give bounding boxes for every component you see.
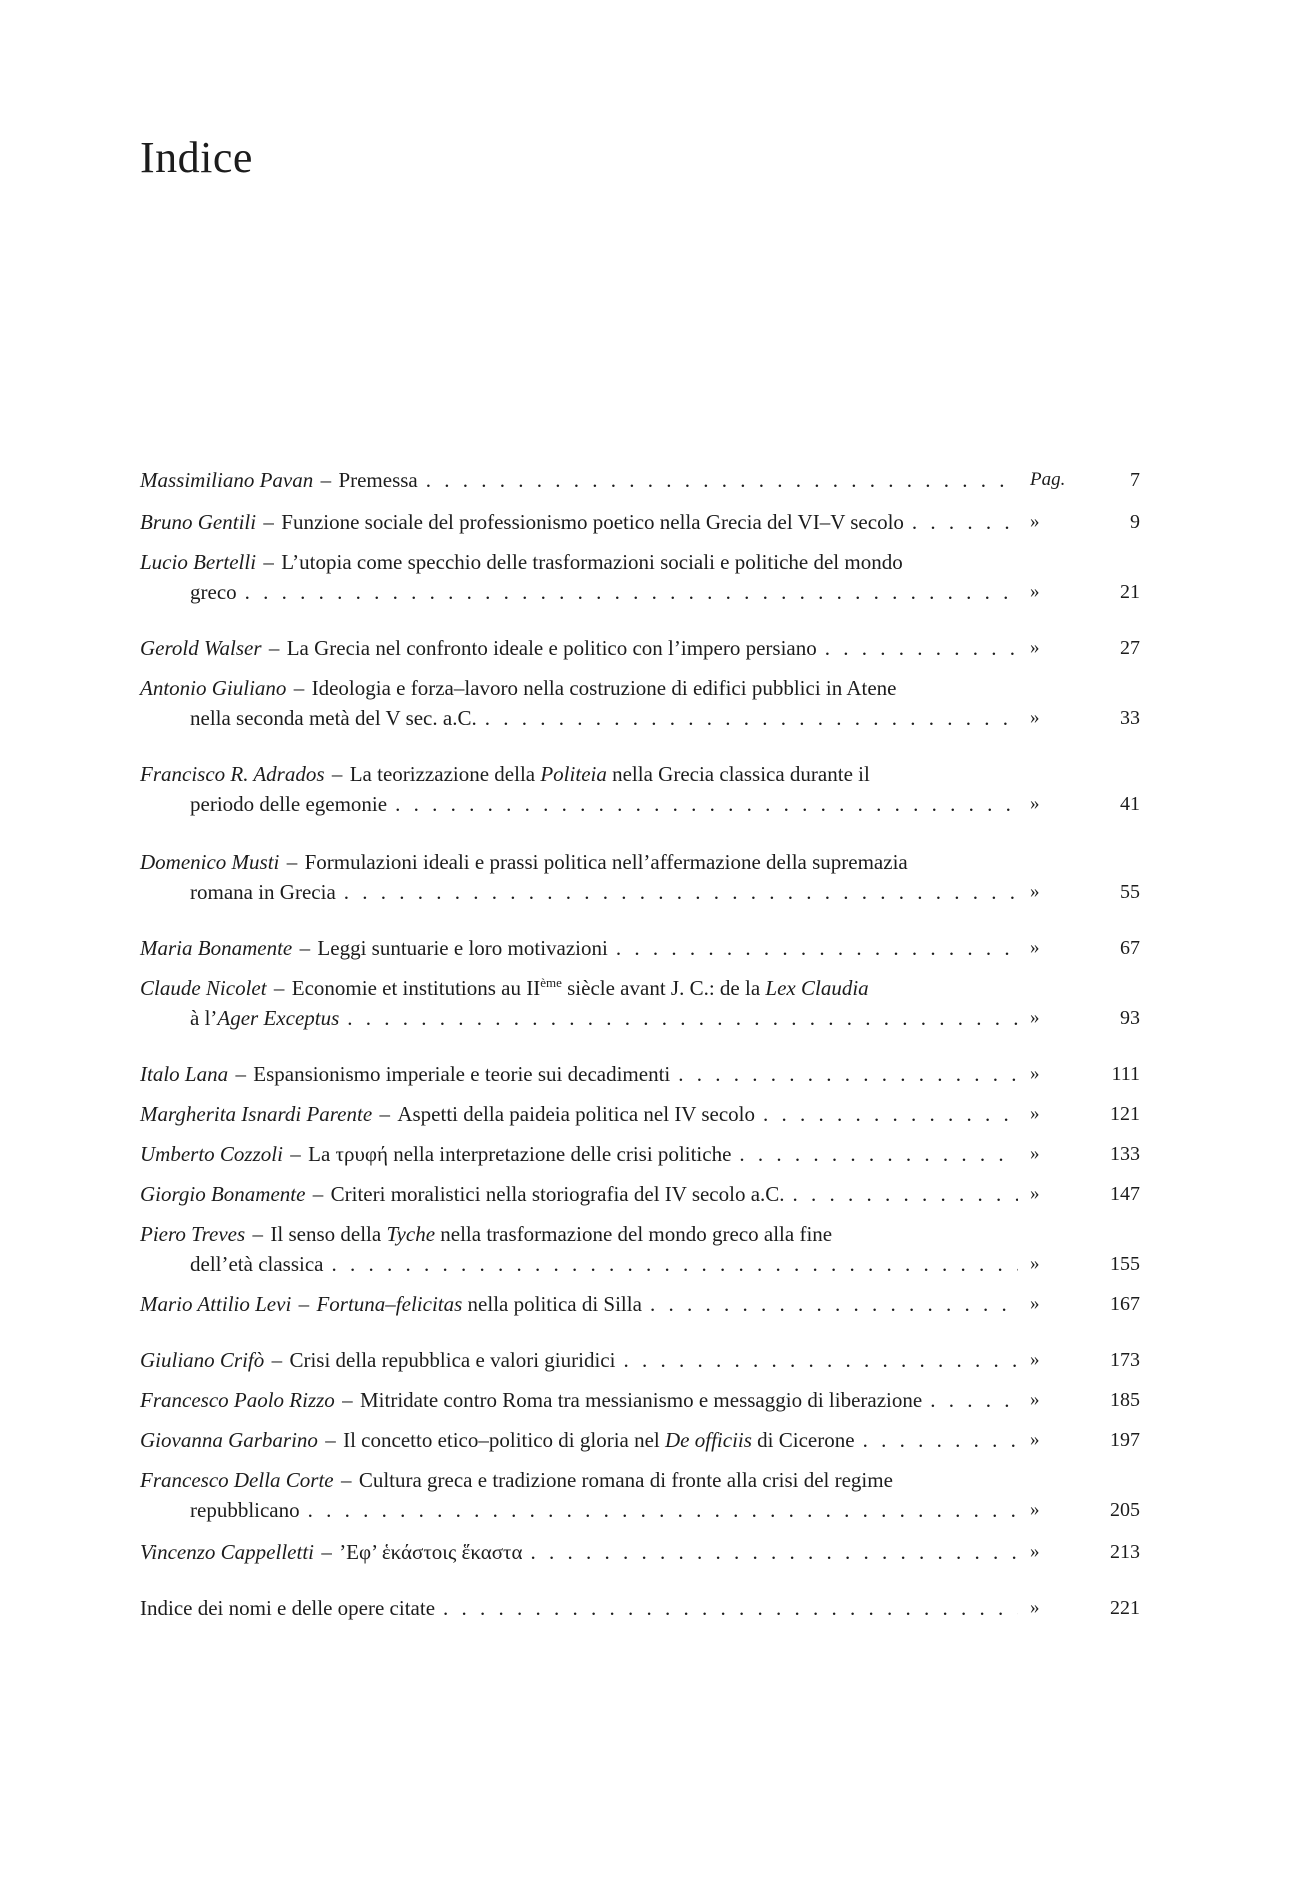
toc-author: Domenico Musti <box>140 850 280 874</box>
dot-leader <box>930 1385 1018 1415</box>
page-number: 93 <box>1120 1007 1140 1029</box>
page-number: 41 <box>1120 793 1140 815</box>
toc-entry[interactable] <box>140 1593 1140 1623</box>
toc-title: Crisi della repubblica e valori giuridici <box>289 1348 616 1372</box>
page-number: 185 <box>1110 1389 1140 1411</box>
toc-title: Cultura greca e tradizione romana di fronte alla crisi del regime <box>358 1468 893 1492</box>
dot-leader <box>863 1425 1018 1455</box>
page-number: 133 <box>1110 1143 1140 1165</box>
toc-author: Bruno Gentili <box>140 510 257 534</box>
page-marker: » <box>1030 793 1040 814</box>
toc-entry[interactable] <box>140 1425 1140 1455</box>
toc-entry[interactable] <box>140 759 1140 819</box>
page-number: 9 <box>1130 511 1140 533</box>
page-number: 21 <box>1120 581 1140 603</box>
toc-entry[interactable] <box>140 1465 1140 1525</box>
toc-author: Mario Attilio Levi <box>140 1292 292 1316</box>
dot-leader <box>332 1249 1018 1279</box>
toc-author: Gerold Walser <box>140 636 262 660</box>
toc-title: Formulazioni ideali e prassi politica nell’affermazione della supremazia <box>304 850 908 874</box>
page-marker: » <box>1030 1183 1040 1204</box>
toc-title: Fortuna–felicitas nella politica di Silla <box>316 1292 642 1316</box>
page-marker: » <box>1030 1103 1040 1124</box>
dot-leader <box>443 1593 1018 1623</box>
page-marker: » <box>1030 1429 1040 1450</box>
toc-entry-line <box>140 1537 1140 1567</box>
toc-dash: – <box>342 1388 353 1412</box>
toc-entry-line <box>140 1593 1140 1623</box>
toc-entry[interactable] <box>140 633 1140 663</box>
toc-author: Vincenzo Cappelletti <box>140 1540 314 1564</box>
dot-leader <box>245 577 1018 607</box>
page-number: 197 <box>1110 1429 1140 1451</box>
page-marker: » <box>1030 1293 1040 1314</box>
toc-dash: – <box>321 1540 332 1564</box>
dot-leader <box>616 933 1018 963</box>
toc-entry-line <box>140 1385 1140 1415</box>
dot-leader <box>763 1099 1018 1129</box>
toc-dash: – <box>290 1142 301 1166</box>
toc-author: Lucio Bertelli <box>140 550 257 574</box>
toc-author: Italo Lana <box>140 1062 229 1086</box>
toc-title: ’Εφ’ ἑκάστοις ἕκαστα <box>339 1540 523 1564</box>
toc-title-continuation: periodo delle egemonie <box>190 792 388 816</box>
toc-author: Francisco R. Adrados <box>140 762 325 786</box>
toc-author: Giovanna Garbarino <box>140 1428 318 1452</box>
toc-dash: – <box>271 1348 283 1372</box>
toc-entry[interactable] <box>140 973 1140 1033</box>
toc-title: Espansionismo imperiale e teorie sui decadimenti <box>253 1062 671 1086</box>
toc-author: Antonio Giuliano <box>140 676 287 700</box>
toc-entry-line <box>140 547 1140 577</box>
page-number: 155 <box>1110 1253 1140 1275</box>
toc-entry-line <box>140 1425 1140 1455</box>
toc-entry-line <box>140 507 1140 537</box>
toc-entry-line <box>140 1099 1140 1129</box>
toc-title: La Grecia nel confronto ideale e politico con l’impero persiano <box>286 636 817 660</box>
toc-title: Premessa <box>338 468 418 492</box>
dot-leader <box>678 1059 1018 1089</box>
page-marker: » <box>1030 1389 1040 1410</box>
toc-author: Francesco Della Corte <box>140 1468 334 1492</box>
toc-dash: – <box>268 636 280 660</box>
page-marker: » <box>1030 1253 1040 1274</box>
dot-leader <box>912 507 1018 537</box>
toc-author: Francesco Paolo Rizzo <box>140 1388 335 1412</box>
dot-leader <box>623 1345 1018 1375</box>
dot-leader <box>793 1179 1018 1209</box>
page-marker: » <box>1030 1349 1040 1370</box>
toc-title: Indice dei nomi e delle opere citate <box>140 1596 436 1620</box>
page-number: 67 <box>1120 937 1140 959</box>
toc-entry[interactable] <box>140 1179 1140 1209</box>
page-number: 147 <box>1110 1183 1140 1205</box>
toc-entry-continuation <box>140 1249 1140 1279</box>
toc-title: Il senso della Tyche nella trasformazione del mondo greco alla fine <box>270 1222 833 1246</box>
dot-leader <box>825 633 1018 663</box>
toc-author: Umberto Cozzoli <box>140 1142 283 1166</box>
toc-entry-line <box>140 847 1140 877</box>
toc-title-continuation: à l’Ager Exceptus <box>190 1006 340 1030</box>
toc-entry-line <box>140 759 1140 789</box>
toc-title: Economie et institutions au IIème siècle avant J. C.: de la Lex Claudia <box>291 975 869 1000</box>
toc-entry-line <box>140 1179 1140 1209</box>
page-number: 27 <box>1120 637 1140 659</box>
toc-entry[interactable] <box>140 933 1140 963</box>
page-number: 121 <box>1110 1103 1140 1125</box>
toc-author: Margherita Isnardi Parente <box>140 1102 373 1126</box>
toc-entry[interactable] <box>140 1537 1140 1567</box>
page-marker: » <box>1030 1499 1040 1520</box>
toc-entry[interactable] <box>140 507 1140 537</box>
toc-author: Piero Treves <box>140 1222 246 1246</box>
toc-dash: – <box>325 1428 336 1452</box>
toc-dash: – <box>299 936 311 960</box>
page-number: 55 <box>1120 881 1140 903</box>
page-marker: » <box>1030 707 1040 728</box>
toc-entry-continuation <box>140 1495 1140 1525</box>
toc-title-continuation: greco <box>190 580 237 604</box>
toc-title: Funzione sociale del professionismo poetico nella Grecia del VI–V secolo <box>281 510 904 534</box>
page-marker: Pag. <box>1030 469 1066 490</box>
toc-entry-continuation <box>140 577 1140 607</box>
toc-entry-continuation <box>140 789 1140 819</box>
toc-dash: – <box>340 1468 352 1492</box>
toc-entry[interactable] <box>140 673 1140 733</box>
page-number: 33 <box>1120 707 1140 729</box>
toc-title: Mitridate contro Roma tra messianismo e messaggio di liberazione <box>360 1388 923 1412</box>
toc-entry-line <box>140 1289 1140 1319</box>
page-title: Indice <box>140 133 253 182</box>
toc-title: Il concetto etico–politico di gloria nel De officiis di Cicerone <box>343 1428 855 1452</box>
page-marker: » <box>1030 637 1040 658</box>
toc-entry-line <box>140 1139 1140 1169</box>
toc-dash: – <box>298 1292 310 1316</box>
toc-title: La τρυφή nella interpretazione delle crisi politiche <box>308 1142 732 1166</box>
toc-entry-line <box>140 1345 1140 1375</box>
page-marker: » <box>1030 1597 1040 1618</box>
page-marker: » <box>1030 1063 1040 1084</box>
toc-dash: – <box>252 1222 264 1246</box>
toc-entry[interactable] <box>140 1345 1140 1375</box>
page-number: 213 <box>1110 1541 1140 1563</box>
toc-author: Massimiliano Pavan <box>140 468 314 492</box>
toc-entry[interactable] <box>140 1289 1140 1319</box>
toc-entry-line <box>140 1465 1140 1495</box>
toc-entry[interactable] <box>140 547 1140 607</box>
toc-entry[interactable] <box>140 847 1140 907</box>
dot-leader <box>308 1495 1018 1525</box>
dot-leader <box>739 1139 1018 1169</box>
toc-entry-line <box>140 465 1140 495</box>
page-marker: » <box>1030 1007 1040 1028</box>
dot-leader <box>426 465 1018 495</box>
toc-author: Maria Bonamente <box>140 936 293 960</box>
toc-dash: – <box>331 762 343 786</box>
toc-title-continuation: nella seconda metà del V sec. a.C. <box>190 706 477 730</box>
toc-dash: – <box>320 468 332 492</box>
toc-entry-line <box>140 973 1140 1003</box>
page-marker: » <box>1030 881 1040 902</box>
page-marker: » <box>1030 511 1040 532</box>
toc-dash: – <box>235 1062 246 1086</box>
toc-entry-line <box>140 633 1140 663</box>
toc-title-continuation: dell’età classica <box>190 1252 324 1276</box>
toc-title-continuation: romana in Grecia <box>190 880 336 904</box>
toc-entry[interactable] <box>140 1219 1140 1279</box>
toc-entry-line <box>140 933 1140 963</box>
dot-leader <box>650 1289 1018 1319</box>
page-number: 7 <box>1130 469 1140 491</box>
dot-leader <box>531 1537 1019 1567</box>
toc-title: Aspetti della paideia politica nel IV secolo <box>397 1102 755 1126</box>
toc-entry[interactable] <box>140 1139 1140 1169</box>
toc-title-continuation: repubblicano <box>190 1498 300 1522</box>
page-marker: » <box>1030 581 1040 602</box>
toc-title: Leggi suntuarie e loro motivazioni <box>317 936 608 960</box>
page-number: 221 <box>1110 1597 1140 1619</box>
toc-dash: – <box>263 510 274 534</box>
toc-entry-continuation <box>140 1003 1140 1033</box>
toc-author: Claude Nicolet <box>140 976 267 1000</box>
toc-dash: – <box>293 676 305 700</box>
toc-entry[interactable] <box>140 1099 1140 1129</box>
toc-title: L’utopia come specchio delle trasformazioni sociali e politiche del mondo <box>281 550 903 574</box>
toc-entry-continuation <box>140 703 1140 733</box>
toc-dash: – <box>286 850 298 874</box>
page-marker: » <box>1030 1541 1040 1562</box>
toc-author: Giuliano Crifò <box>140 1348 265 1372</box>
toc-title: Ideologia e forza–lavoro nella costruzione di edifici pubblici in Atene <box>311 676 897 700</box>
toc-title: La teorizzazione della Politeia nella Grecia classica durante il <box>349 762 870 786</box>
page-number: 167 <box>1110 1293 1140 1315</box>
toc-dash: – <box>379 1102 390 1126</box>
toc-title: Criteri moralistici nella storiografia del IV secolo a.C. <box>330 1182 785 1206</box>
page-number: 173 <box>1110 1349 1140 1371</box>
toc-author: Giorgio Bonamente <box>140 1182 306 1206</box>
page-number: 111 <box>1111 1063 1140 1085</box>
page-marker: » <box>1030 1143 1040 1164</box>
toc-dash: – <box>263 550 274 574</box>
page-marker: » <box>1030 937 1040 958</box>
dot-leader <box>344 877 1018 907</box>
dot-leader <box>485 703 1018 733</box>
toc-dash: – <box>312 1182 324 1206</box>
dot-leader <box>395 789 1018 819</box>
toc-entry[interactable] <box>140 465 1140 495</box>
toc-entry-continuation <box>140 877 1140 907</box>
toc-entry-line <box>140 1219 1140 1249</box>
toc-entry[interactable] <box>140 1385 1140 1415</box>
page-number: 205 <box>1110 1499 1140 1521</box>
toc-entry[interactable] <box>140 1059 1140 1089</box>
toc-dash: – <box>273 976 285 1000</box>
toc-entry-line <box>140 673 1140 703</box>
dot-leader <box>347 1003 1018 1033</box>
toc-entry-line <box>140 1059 1140 1089</box>
